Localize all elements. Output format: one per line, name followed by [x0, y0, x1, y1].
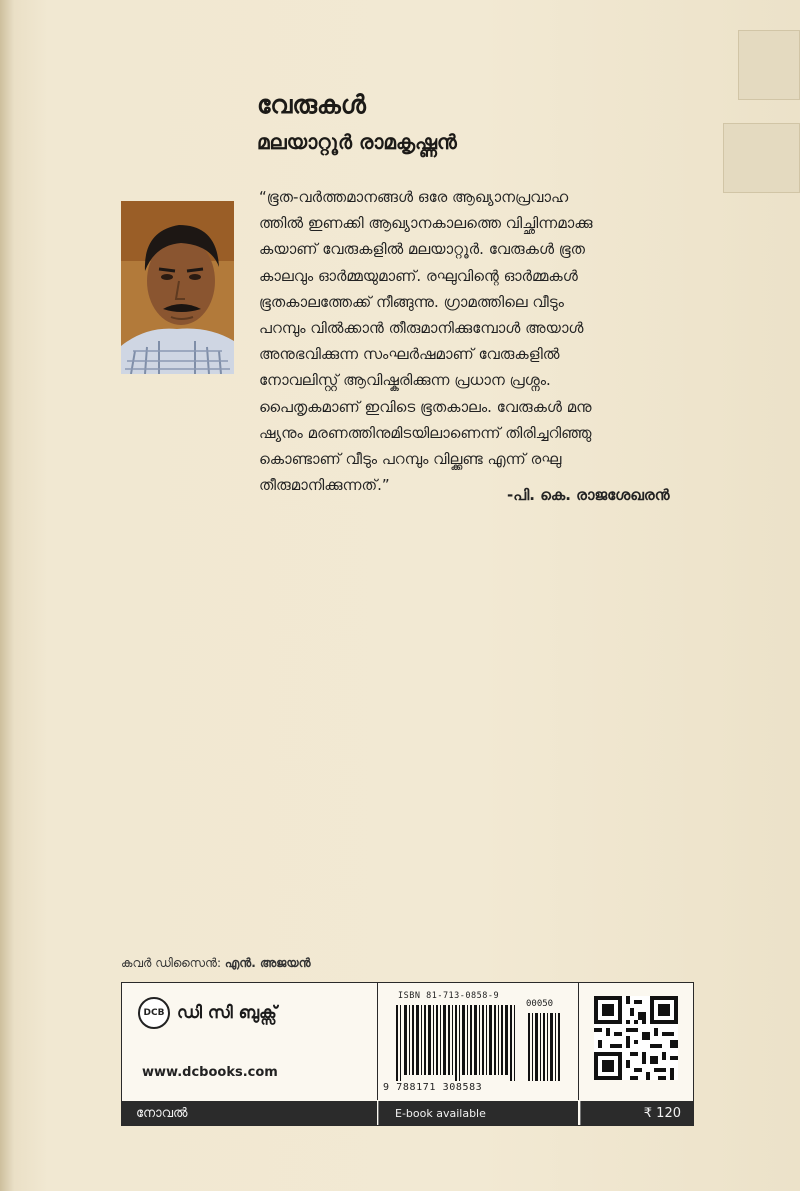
blurb-line: പൈതൃകമാണ് ഇവിടെ ഭൂതകാലം. വേരുകൾ മനു [259, 397, 592, 416]
publisher-panel [122, 983, 378, 1100]
barcode-icon [394, 1005, 564, 1081]
blurb-line: തീരുമാനിക്കുന്നത്.” [259, 476, 390, 495]
blurb-line: കയാണ് വേരുകളിൽ മലയാറ്റൂർ. വേരുകൾ ഭൂത [259, 240, 585, 259]
spine-edge [0, 0, 14, 1191]
sticker-remnant [738, 30, 800, 100]
publisher-footer [121, 982, 694, 1126]
publisher-website[interactable]: www.dcbooks.com [142, 1065, 278, 1080]
blurb-line: “ഭൂത-വർത്തമാനങ്ങൾ ഒരേ ആഖ്യാനപ്രവാഹ [259, 188, 569, 206]
price-label: ₹ 120 [580, 1101, 693, 1125]
blurb-line: കാലവും ഓർമ്മയുമാണ്. രഘുവിന്റെ ഓർമ്മകൾ [259, 266, 578, 285]
blurb-line: ത്തിൽ ഇണക്കി ആഖ്യാനകാലത്തെ വിച്ഛിന്നമാക്കു [259, 214, 593, 233]
dc-books-logo-icon: DCB [138, 997, 170, 1029]
blurb-line: നോവലിസ്റ്റ് ആവിഷ്കരിക്കുന്ന പ്രധാന പ്രശ്നം. [259, 371, 551, 390]
barcode-addon: 00050 [526, 999, 554, 1009]
genre-label: നോവൽ [122, 1101, 377, 1125]
blurb-line: കൊണ്ടാണ് വീടും പറമ്പും വില്ക്കണ്ട എന്ന് രഘു [259, 450, 562, 469]
cover-design-credit [121, 956, 311, 971]
publisher-name: ഡി സി ബുക്സ് [177, 1003, 277, 1023]
blurb-line: അനുഭവിക്കുന്ന സംഘർഷമാണ് വേരുകളിൽ [259, 345, 560, 364]
book-title: വേരുകൾ [257, 90, 366, 119]
cover-designer-name: എൻ. അജയൻ [224, 956, 311, 970]
cover-design-label: കവർ ഡിസൈൻ: [121, 956, 222, 970]
qr-panel [580, 983, 693, 1100]
blurb-attribution: -പി. കെ. രാജശേഖരൻ [507, 486, 670, 504]
barcode-panel [378, 983, 579, 1100]
isbn-label: ISBN 81-713-0858-9 [398, 991, 500, 1001]
ebook-available-label: E-book available [378, 1101, 578, 1125]
blurb-line: ഷ്യനും മരണത്തിനുമിടയിലാണെന്ന് തിരിച്ചറിഞ്ഞു [259, 423, 592, 442]
sticker-remnant [723, 123, 800, 193]
ean-number: 9 788171 308583 [383, 1082, 483, 1093]
blurb-line: ഭൂതകാലത്തേക്ക് നീങ്ങുന്നു. ഗ്രാമത്തിലെ വീടും [259, 292, 564, 311]
author-photo [121, 201, 234, 374]
publisher-logo [138, 997, 277, 1029]
blurb-line: പറമ്പും വിൽക്കാൻ തീരുമാനിക്കുമ്പോൾ അയാൾ [259, 319, 584, 338]
author-name: മലയാറ്റൂർ രാമകൃഷ്ണൻ [257, 130, 457, 154]
blurb-quote [259, 184, 699, 498]
qr-code-icon[interactable] [594, 996, 678, 1080]
